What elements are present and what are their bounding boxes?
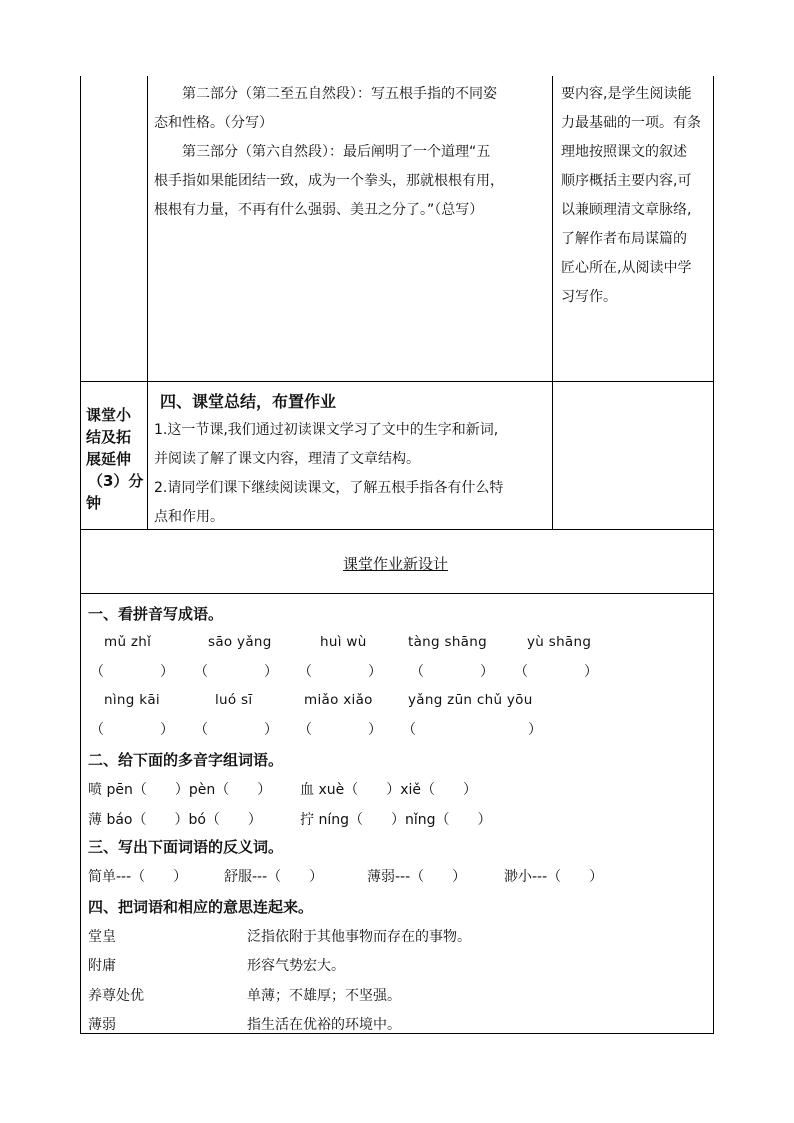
intent-line: 力最基础的一项。有条: [561, 115, 701, 131]
question-4-title: 四、把词语和相应的意思连起来。: [88, 898, 314, 916]
match-word[interactable]: 堂皇: [88, 929, 116, 945]
intent-line: 匠心所在,从阅读中学: [561, 260, 692, 276]
summary-stage-label: [86, 404, 146, 514]
match-meaning[interactable]: 单薄；不雄厚；不坚强。: [247, 988, 401, 1004]
pinyin-item: nìng kāi: [104, 692, 160, 708]
paragraph-line: 第二部分（第二至五自然段）：写五根手指的不同姿: [154, 86, 497, 102]
question-3-title: 三、写出下面词语的反义词。: [88, 838, 284, 856]
structure-analysis-text: [154, 80, 549, 225]
answer-blank[interactable]: （ ）: [298, 664, 382, 680]
paragraph-line: 态和性格。（分写）: [154, 115, 273, 131]
answer-blank[interactable]: （ ）: [90, 722, 174, 738]
question-1-title: 一、看拼音写成语。: [88, 605, 224, 623]
intent-line: 以兼顾理清文章脉络,: [561, 202, 692, 218]
match-meaning[interactable]: 指生活在优裕的环境中。: [247, 1017, 401, 1033]
pinyin-item: luó sī: [215, 692, 253, 708]
pinyin-item: yù shāng: [527, 634, 592, 650]
question-2-title: 二、给下面的多音字组词语。: [88, 751, 284, 769]
answer-blank[interactable]: （ ）: [194, 664, 278, 680]
label-line: 结及拓: [86, 428, 132, 446]
column-divider-1: [147, 76, 148, 529]
row-divider-1: [80, 381, 714, 382]
polyphone-item[interactable]: 喷 pēn（ ）pèn（ ）: [88, 782, 272, 798]
label-line: 钟: [86, 494, 102, 512]
antonym-item[interactable]: 渺小---（ ）: [504, 869, 604, 885]
match-word[interactable]: 薄弱: [88, 1017, 116, 1033]
summary-line: 并阅读了解了课文内容，理清了文章结构。: [154, 451, 420, 467]
intent-line: 了解作者布局谋篇的: [561, 231, 687, 247]
design-intent-text: [561, 80, 711, 312]
answer-blank[interactable]: （ ）: [90, 664, 174, 680]
homework-title: 课堂作业新设计: [343, 555, 449, 573]
pinyin-item: tàng shāng: [408, 634, 487, 650]
intent-line: 顺序概括主要内容,可: [561, 173, 692, 189]
summary-text: [154, 416, 549, 532]
answer-blank[interactable]: （ ）: [410, 664, 494, 680]
intent-line: 要内容,是学生阅读能: [561, 86, 692, 102]
answer-blank[interactable]: （ ）: [402, 722, 542, 738]
table-border-right: [713, 76, 714, 1034]
pinyin-item: huì wù: [320, 634, 367, 650]
label-line: 课堂小: [86, 406, 132, 424]
antonym-item[interactable]: 舒服---（ ）: [224, 869, 324, 885]
match-meaning[interactable]: 形容气势宏大。: [247, 958, 345, 974]
polyphone-item[interactable]: 血 xuè（ ）xiě（ ）: [300, 782, 478, 798]
match-meaning[interactable]: 泛指依附于其他事物而存在的事物。: [247, 929, 471, 945]
label-line: 展延伸: [86, 450, 132, 468]
answer-blank[interactable]: （ ）: [298, 722, 382, 738]
pinyin-item: mǔ zhǐ: [104, 634, 152, 650]
match-word[interactable]: 养尊处优: [88, 988, 144, 1004]
summary-title: 四、课堂总结，布置作业: [160, 392, 337, 411]
row-divider-3: [80, 593, 714, 594]
polyphone-item[interactable]: 薄 báo（ ）bó（ ）: [88, 812, 262, 828]
pinyin-item: miǎo xiǎo: [304, 692, 373, 708]
label-line: （3）分: [88, 472, 144, 490]
antonym-item[interactable]: 薄弱---（ ）: [367, 869, 467, 885]
paragraph-line: 第三部分（第六自然段）：最后阐明了一个道理“五: [154, 144, 491, 160]
intent-line: 理地按照课文的叙述: [561, 144, 687, 160]
summary-line: 2.请同学们课下继续阅读课文，了解五根手指各有什么特: [154, 480, 504, 496]
paragraph-line: 根手指如果能团结一致，成为一个拳头，那就根根有用，: [154, 173, 504, 189]
polyphone-item[interactable]: 拧 níng（ ）nǐng（ ）: [300, 812, 492, 828]
intent-line: 习写作。: [561, 289, 617, 305]
summary-line: 1.这一节课,我们通过初读课文学习了文中的生字和新词,: [154, 422, 499, 438]
summary-line: 点和作用。: [154, 509, 224, 525]
table-border-left: [80, 76, 81, 1034]
pinyin-item: yǎng zūn chǔ yōu: [408, 692, 533, 708]
antonym-item[interactable]: 简单---（ ）: [88, 869, 188, 885]
pinyin-item: sāo yǎng: [208, 634, 272, 650]
column-divider-2: [552, 76, 553, 529]
paragraph-line: 根根有力量，不再有什么强弱、美丑之分了。”（总写）: [154, 202, 484, 218]
answer-blank[interactable]: （ ）: [514, 664, 598, 680]
answer-blank[interactable]: （ ）: [194, 722, 278, 738]
match-word[interactable]: 附庸: [88, 958, 116, 974]
